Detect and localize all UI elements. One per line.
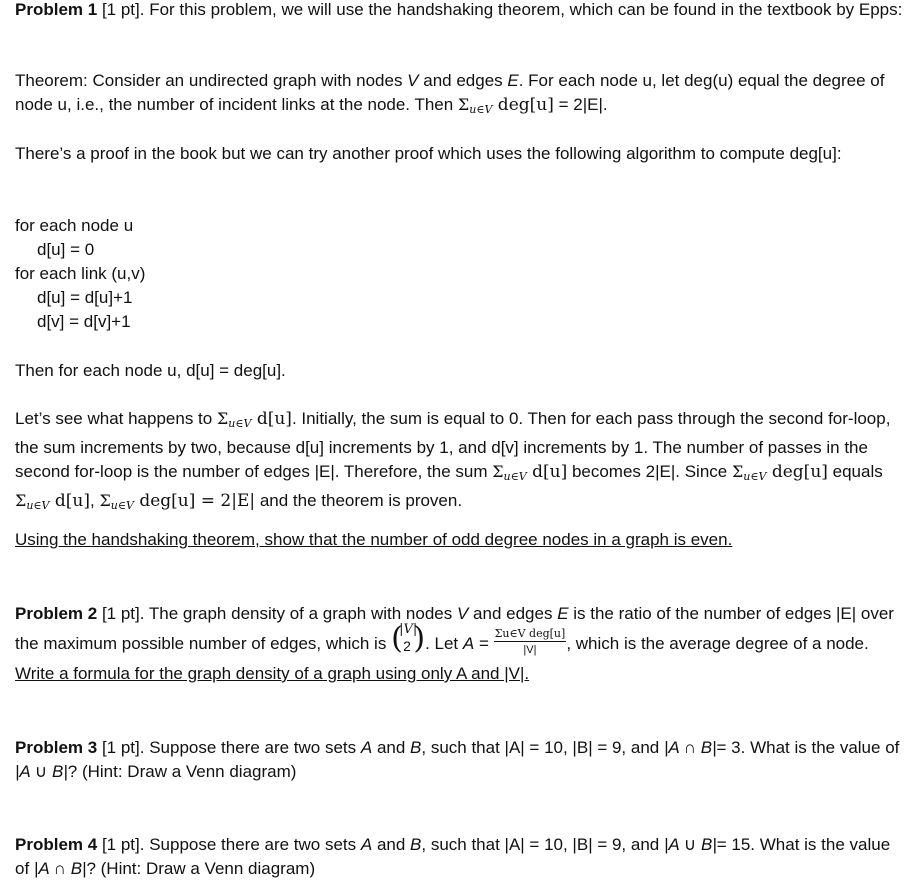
problem-2: Problem 2 [1 pt]. The graph density of a graph with nodes V and edges E is the ratio of the number of edges |E| over the maximum possible number of edges, which is ( |V| 2 ) . Let A = $\frac{\text{Σu∈V deg[u]}}{|V|}$ , which is the average degree of a node. Write a formula for the graph density of a graph using only A and |V|. — [15, 604, 894, 683]
theorem-statement: Theorem: Consider an undirected graph with nodes V and edges E. For each node u, let deg(u) equal the degree of node u, i.e., the number of incident links at the node. Then $\Sigma_{u\in V}$ deg[u] = 2|E|. — [15, 71, 885, 116]
problem-4: Problem 4 [1 pt]. Suppose there are two sets A and B, such that |A| = 10, |B| = 9, and |A ∪ B|= 15. What is the value of |A ∩ B|? (Hint: Draw a Venn diagram) — [15, 835, 891, 878]
proof-paragraph: Let’s see what happens to $\Sigma_{u\in V}$ d[u]. Initially, the sum is equal to 0. Then for each pass through the second for-loop, the sum increments by two, because d[u] increments by 1, and d[v] increments by 1. The number of passes in the second for-loop is the number of edges |E|. Therefore, the sum $\Sigma_{u\in V}$ d[u] becomes 2|E|. Since $\Sigma_{u\in V}$ deg[u] equals $\Sigma_{u\in V}$ d[u], $\Sigma_{u\in V}$ deg[u] = 2|E| and the theorem is proven. — [15, 409, 891, 512]
code-line: d[v] = d[v]+1 — [37, 312, 131, 331]
problem-3-title: Problem 3 — [15, 738, 98, 757]
problem-2-title: Problem 2 — [15, 604, 98, 623]
proof-intro: There’s a proof in the book but we can try another proof which uses the following algorithm to compute deg[u]: — [15, 144, 842, 163]
code-line: for each node u — [15, 216, 134, 235]
algorithm-code — [15, 214, 905, 334]
code-line: d[u] = d[u]+1 — [37, 288, 133, 307]
binomial-coefficient: ( |V| 2 ) — [391, 620, 426, 656]
then-statement: Then for each node u, d[u] = deg[u]. — [15, 361, 286, 380]
code-line: d[u] = 0 — [37, 240, 95, 259]
average-degree-fraction: $\frac{\text{Σu∈V deg[u]}}{|V|}$ — [494, 626, 566, 656]
problem-4-title: Problem 4 — [15, 835, 98, 854]
code-line: for each link (u,v) — [15, 264, 146, 283]
problem-1-task: Using the handshaking theorem, show that the number of odd degree nodes in a graph is even. — [15, 530, 733, 549]
problem-3: Problem 3 [1 pt]. Suppose there are two sets A and B, such that |A| = 10, |B| = 9, and |A ∩ B|= 3. What is the value of |A ∪ B|? (Hint: Draw a Venn diagram) — [15, 738, 900, 781]
problem-1-intro: Problem 1 [1 pt]. For this problem, we will use the handshaking theorem, which can be found in the textbook by Epps: — [15, 0, 903, 19]
problem-2-task: Write a formula for the graph density of a graph using only A and |V|. — [15, 664, 530, 683]
problem-1-points: [1 pt] — [101, 0, 140, 19]
problem-1-title: Problem 1 — [15, 0, 98, 19]
